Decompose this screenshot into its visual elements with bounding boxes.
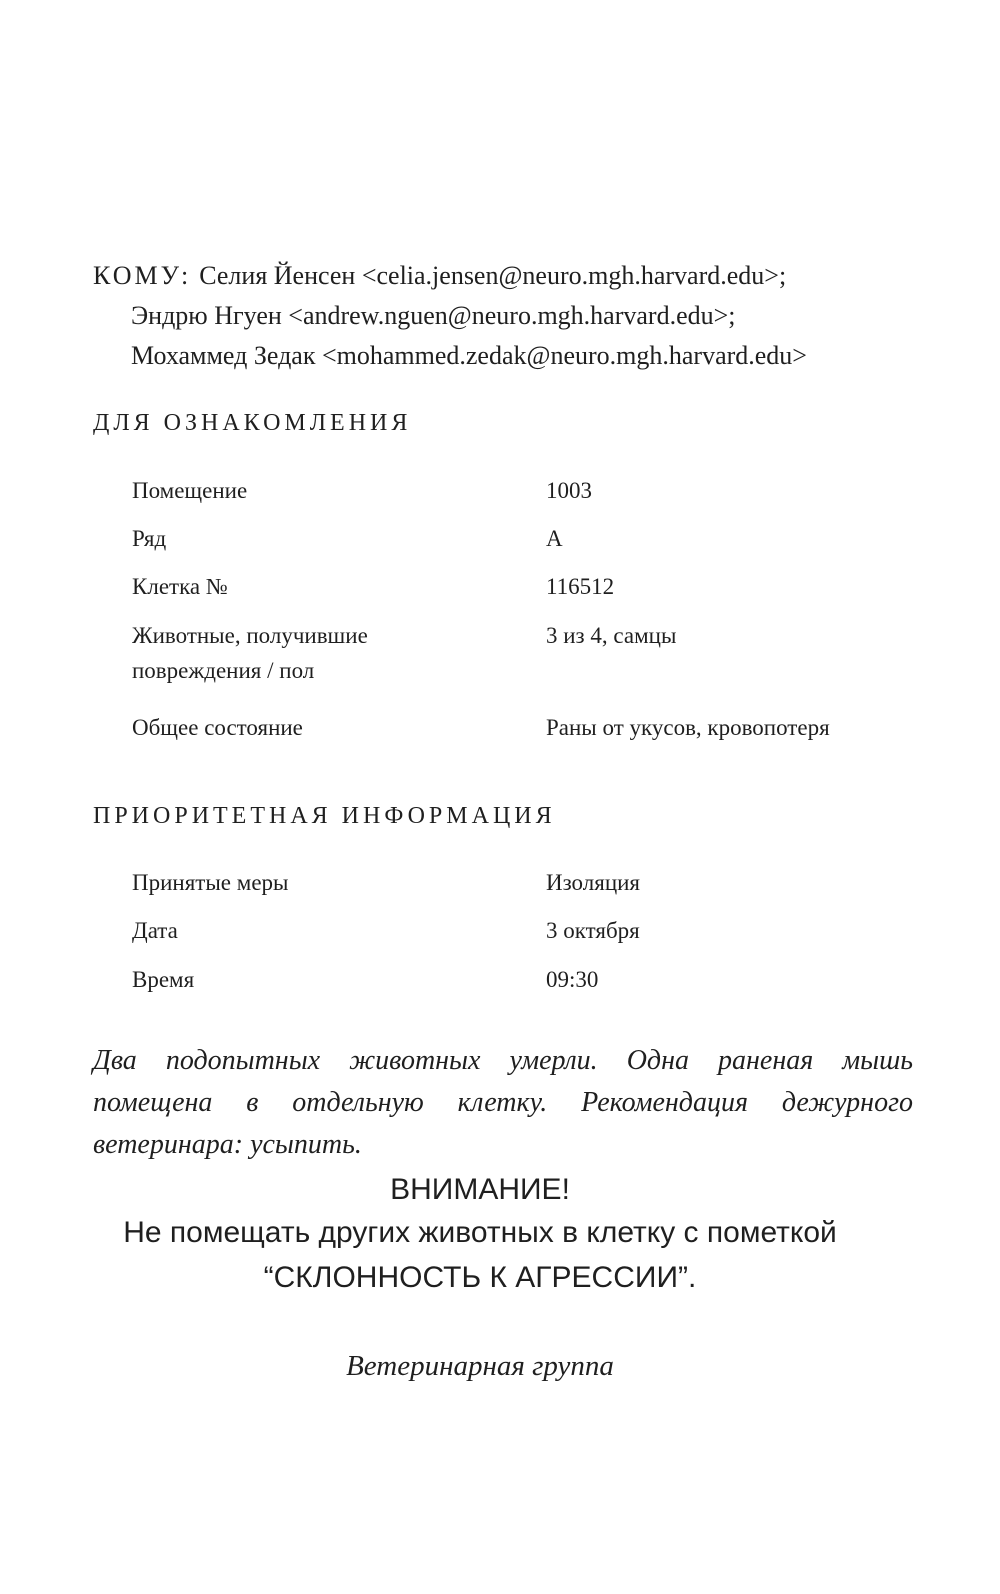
signature: Ветеринарная группа bbox=[346, 1350, 614, 1382]
warning-line-1: Не помещать других животных в клетку с пометкой bbox=[123, 1216, 837, 1249]
warning-line-2: “СКЛОННОСТЬ К АГРЕССИИ”. bbox=[263, 1261, 697, 1294]
field-label-injured-animals-line2: повреждения / пол bbox=[132, 658, 315, 683]
field-label-room: Помещение bbox=[132, 478, 248, 503]
to-label: КОМУ: bbox=[93, 261, 192, 290]
recipient-line bbox=[93, 256, 953, 296]
field-value-room: 1003 bbox=[546, 478, 592, 503]
note-line-3: ветеринара: усыпить. bbox=[93, 1129, 362, 1160]
field-label-time: Время bbox=[132, 967, 195, 992]
field-value-injured-animals: 3 из 4, самцы bbox=[546, 623, 677, 648]
recipient-celia: Селия Йенсен <celia.jensen@neuro.mgh.harvard.edu>; bbox=[199, 261, 787, 290]
field-value-date: 3 октября bbox=[546, 918, 640, 943]
incident-note bbox=[93, 1040, 913, 1166]
warning-title: ВНИМАНИЕ! bbox=[390, 1173, 570, 1206]
field-label-measures: Принятые меры bbox=[132, 870, 289, 895]
field-label-condition: Общее состояние bbox=[132, 715, 303, 740]
field-value-cage: 116512 bbox=[546, 574, 615, 599]
field-value-time: 09:30 bbox=[546, 967, 599, 992]
field-label-injured-animals-line1: Животные, получившие bbox=[132, 623, 368, 648]
recipient-mohammed: Мохаммед Зедак <mohammed.zedak@neuro.mgh.harvard.edu> bbox=[131, 341, 807, 370]
recipient-andrew: Эндрю Нгуен <andrew.nguen@neuro.mgh.harvard.edu>; bbox=[131, 301, 736, 330]
note-line-2: помещена в отдельную клетку. Рекомендация дежурного bbox=[93, 1087, 913, 1118]
info-heading: ДЛЯ ОЗНАКОМЛЕНИЯ bbox=[93, 410, 412, 436]
field-label-cage: Клетка № bbox=[132, 574, 228, 599]
field-value-row: А bbox=[546, 526, 563, 551]
field-label-date: Дата bbox=[132, 918, 178, 943]
field-label-row: Ряд bbox=[132, 526, 167, 551]
field-value-condition: Раны от укусов, кровопотеря bbox=[546, 715, 830, 740]
recipients-block bbox=[93, 256, 953, 376]
priority-heading: ПРИОРИТЕТНАЯ ИНФОРМАЦИЯ bbox=[93, 803, 556, 829]
field-value-measures: Изоляция bbox=[546, 870, 641, 895]
note-line-1: Два подопытных животных умерли. Одна раненая мышь bbox=[93, 1045, 913, 1076]
